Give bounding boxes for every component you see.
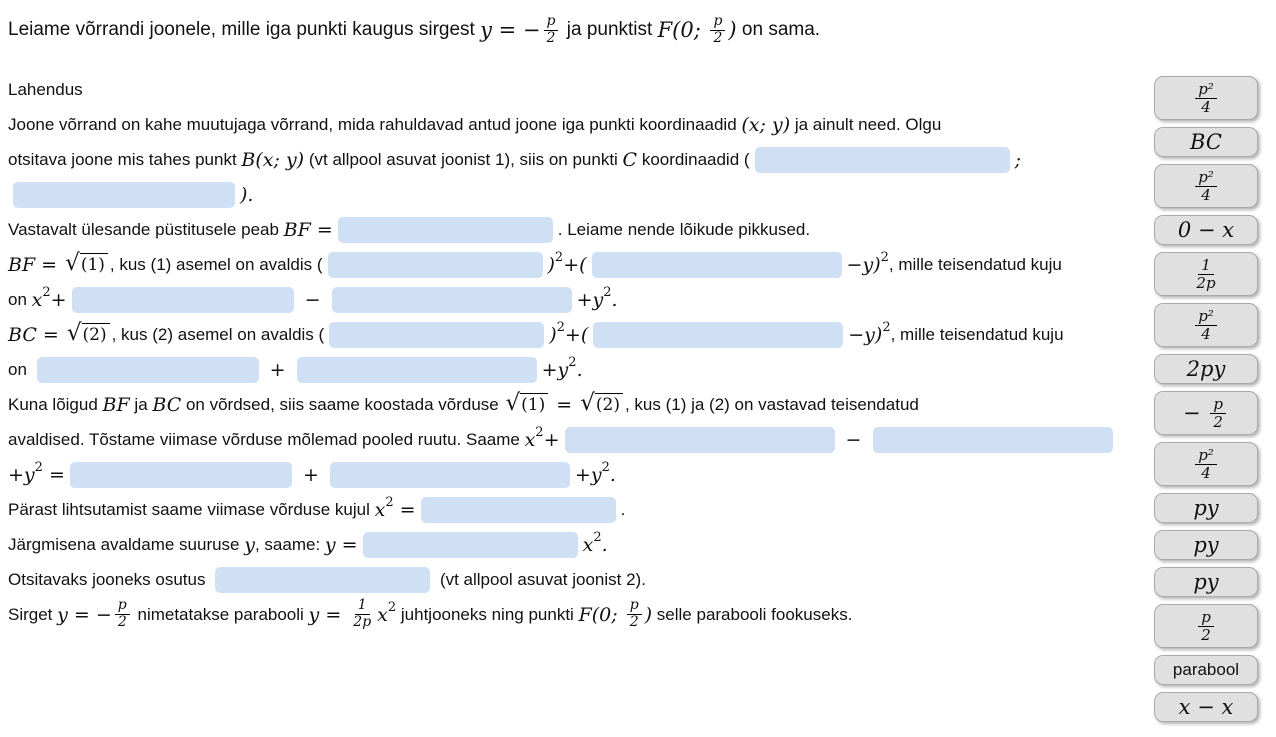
answer-blank[interactable]	[565, 427, 835, 453]
math-text: 2py	[1186, 357, 1226, 381]
math-text: B(x; y)	[241, 148, 305, 171]
radicand: (2)	[595, 393, 623, 415]
math-text: +	[296, 463, 325, 486]
math-text: .	[576, 358, 583, 381]
solution-heading	[8, 72, 1148, 107]
text: Leiame võrrandi joonele, mille iga punkti kaugus sirgest	[8, 19, 481, 40]
fraction-denominator: 4	[1201, 463, 1211, 482]
math-text: +y	[8, 463, 35, 486]
solution-area	[8, 72, 1148, 632]
text: Pärast lihtsutamist saame viimase võrduse kujul	[8, 499, 375, 519]
solution-line-2	[8, 142, 1148, 177]
text: .	[620, 499, 626, 519]
math-text: BF =	[8, 253, 64, 276]
math-exponent: 2	[42, 285, 51, 300]
text: , mille teisendatud kuju	[888, 254, 1062, 274]
tile-py[interactable]	[1154, 567, 1258, 597]
math-text: py	[1193, 570, 1219, 594]
solution-line-3	[8, 177, 1148, 212]
answer-tile-column	[1154, 0, 1258, 737]
fraction-denominator: 2	[1201, 625, 1211, 644]
math-exponent: 2	[387, 600, 397, 615]
answer-blank[interactable]	[329, 322, 544, 348]
fraction	[544, 14, 559, 46]
text: , mille teisendatud kuju	[890, 324, 1064, 344]
math-exponent: 2	[880, 250, 889, 265]
radicand: (1)	[520, 393, 548, 415]
text: juhtjooneks ning punkti	[396, 604, 579, 624]
solution-line-14	[8, 562, 1148, 597]
answer-blank[interactable]	[215, 567, 430, 593]
math-text: (x; y)	[741, 113, 791, 136]
math-exponent: 2	[882, 320, 891, 335]
math-text: x	[524, 428, 536, 451]
math-text: +(	[564, 323, 589, 346]
math-exponent: 2	[593, 530, 602, 545]
answer-blank[interactable]	[421, 497, 616, 523]
math-text: BC =	[8, 323, 65, 346]
answer-blank[interactable]	[330, 462, 570, 488]
text: selle parabooli fookuseks.	[652, 604, 853, 624]
math-text: y =	[308, 603, 348, 626]
fraction-denominator: 4	[1201, 324, 1211, 343]
fraction-denominator: 2	[629, 614, 639, 630]
tile-x-minus-x[interactable]	[1154, 692, 1258, 722]
text: . Leiame nende lõikude pikkused.	[557, 219, 811, 239]
math-exponent: 2	[556, 320, 565, 335]
math-text: F(0;	[657, 18, 708, 42]
math-text: −y)	[848, 323, 883, 346]
text: parabool	[1172, 660, 1240, 679]
solution-line-15	[8, 597, 1148, 632]
answer-blank[interactable]	[332, 287, 572, 313]
radicand: (2)	[82, 323, 110, 345]
text: ja punktist	[561, 19, 658, 40]
fraction	[627, 598, 642, 630]
math-text: −	[839, 428, 868, 451]
solution-line-7	[8, 317, 1148, 352]
text: Sirget	[8, 604, 58, 624]
tile-2py[interactable]	[1154, 354, 1258, 384]
math-text: ;	[1014, 148, 1021, 171]
tile-py[interactable]	[1154, 530, 1258, 560]
math-text: F(0;	[578, 603, 624, 626]
text: Kuna lõigud	[8, 394, 103, 414]
answer-blank[interactable]	[72, 287, 294, 313]
tile-p-over-2[interactable]	[1154, 604, 1258, 648]
fraction-denominator: 2p	[1196, 273, 1216, 292]
fraction	[710, 14, 725, 46]
math-text: +	[543, 428, 560, 451]
radical-icon: √	[65, 250, 80, 276]
answer-blank[interactable]	[593, 322, 843, 348]
text: on	[8, 289, 32, 309]
math-text: )	[728, 18, 737, 42]
fraction-numerator: p	[544, 14, 559, 31]
math-text: +	[50, 288, 67, 311]
solution-line-8	[8, 352, 1148, 387]
math-text: .	[609, 463, 616, 486]
text: (vt allpool asuvat joonist 2).	[435, 569, 646, 589]
fraction	[1210, 396, 1226, 431]
math-text: +y	[541, 358, 569, 381]
tile-BC[interactable]	[1154, 127, 1258, 157]
math-text: −	[298, 288, 327, 311]
answer-blank[interactable]	[328, 252, 543, 278]
solution-line-13	[8, 527, 1148, 562]
math-text: +(	[563, 253, 587, 276]
math-exponent: 2	[601, 460, 610, 475]
fraction-denominator: 2	[713, 29, 723, 46]
text: on sama.	[736, 19, 821, 40]
math-text: +y	[574, 463, 602, 486]
text: (vt allpool asuvat joonist 1), siis on punkti	[304, 149, 623, 169]
text: otsitava joone mis tahes punkt	[8, 149, 242, 169]
math-text: x	[377, 603, 388, 626]
math-text: −	[1183, 401, 1208, 425]
solution-line-5	[8, 247, 1148, 282]
fraction-numerator: 1	[355, 598, 370, 615]
text: Järgmisena avaldame suuruse	[8, 534, 245, 554]
math-text: −y)	[846, 253, 881, 276]
solution-line-1	[8, 107, 1148, 142]
math-text: =	[550, 393, 579, 416]
text: Lahendus	[8, 79, 83, 99]
math-text: x	[31, 288, 43, 311]
fraction-numerator: p²	[1195, 308, 1217, 326]
tile-1-over-2p[interactable]	[1154, 252, 1258, 296]
tile-p2-over-4[interactable]	[1154, 164, 1258, 208]
fraction-denominator: 2	[1213, 412, 1223, 431]
text: nimetatakse parabooli	[132, 604, 309, 624]
answer-blank[interactable]	[70, 462, 292, 488]
fraction	[1195, 81, 1217, 116]
math-text: )	[549, 323, 557, 346]
math-text: py	[1193, 533, 1219, 557]
fraction-numerator: p²	[1195, 169, 1217, 187]
text: , saame:	[254, 534, 325, 554]
math-exponent: 2	[554, 250, 564, 265]
solution-line-9	[8, 387, 1148, 422]
math-text: y = −	[480, 18, 541, 42]
math-text: BF =	[283, 218, 333, 241]
text: avaldised. Tõstame viimase võrduse mõlemad pooled ruutu. Saame	[8, 429, 525, 449]
tile-minus-p-over-2[interactable]	[1154, 391, 1258, 435]
text: Vastavalt ülesande püstitusele peab	[8, 219, 284, 239]
fraction	[1195, 308, 1217, 343]
text: , kus (1) asemel on avaldis (	[109, 254, 323, 274]
fraction	[350, 598, 374, 630]
fraction-numerator: p	[710, 14, 725, 31]
math-exponent: 2	[568, 355, 577, 370]
answer-blank[interactable]	[592, 252, 842, 278]
fraction-numerator: p²	[1195, 81, 1217, 99]
fraction-numerator: 1	[1198, 257, 1214, 275]
text: koordinaadid (	[637, 149, 750, 169]
math-text: py	[1193, 496, 1219, 520]
answer-blank[interactable]	[873, 427, 1113, 453]
fraction-numerator: p	[115, 598, 130, 615]
solution-line-11	[8, 457, 1148, 492]
text: Otsitavaks jooneks osutus	[8, 569, 211, 589]
answer-blank[interactable]	[37, 357, 259, 383]
fraction-denominator: 2	[546, 29, 556, 46]
radical-icon: √	[66, 320, 82, 346]
tile-0-minus-x[interactable]	[1154, 215, 1258, 245]
math-text: BC	[1190, 130, 1222, 154]
problem-statement	[8, 10, 1148, 50]
math-text: 0 − x	[1177, 218, 1235, 242]
radical-icon: √	[505, 390, 521, 416]
text: , kus (2) asemel on avaldis (	[111, 324, 325, 344]
solution-line-10	[8, 422, 1148, 457]
tile-py[interactable]	[1154, 493, 1258, 523]
math-text: y =	[324, 533, 358, 556]
math-text: x	[582, 533, 594, 556]
fraction	[1198, 609, 1214, 644]
fraction-denominator: 2	[117, 614, 127, 630]
answer-blank[interactable]	[297, 357, 537, 383]
math-text: )	[547, 253, 555, 276]
math-text: BC	[152, 393, 182, 416]
fraction-denominator: 4	[1201, 185, 1211, 204]
math-text: y	[244, 533, 255, 556]
solution-line-4	[8, 212, 1148, 247]
fraction-numerator: p	[1198, 609, 1214, 627]
square-root	[580, 390, 623, 416]
fraction	[1195, 447, 1217, 482]
math-exponent: 2	[535, 425, 544, 440]
math-text: y = −	[57, 603, 112, 626]
square-root	[65, 250, 108, 276]
fraction-denominator: 4	[1201, 97, 1211, 116]
tile-p2-over-4[interactable]	[1154, 442, 1258, 486]
math-text: x − x	[1178, 695, 1234, 719]
answer-blank[interactable]	[13, 182, 235, 208]
tile-parabool[interactable]	[1154, 655, 1258, 685]
answer-blank[interactable]	[363, 532, 578, 558]
text: Joone võrrand on kahe muutujaga võrrand, mida rahuldavad antud joone iga punkti koordinaadid	[8, 114, 742, 134]
math-text: =	[42, 463, 65, 486]
answer-blank[interactable]	[338, 217, 553, 243]
tile-p2-over-4[interactable]	[1154, 303, 1258, 347]
math-text: BF	[102, 393, 130, 416]
text: , kus (1) ja (2) on vastavad teisendatud	[624, 394, 919, 414]
math-exponent: 2	[603, 285, 612, 300]
text: on	[8, 359, 32, 379]
square-root	[66, 320, 110, 346]
fraction	[1193, 257, 1218, 292]
fraction	[115, 598, 130, 630]
solution-line-12	[8, 492, 1148, 527]
math-text: x	[374, 498, 386, 521]
math-text: C	[622, 148, 638, 171]
fraction-numerator: p²	[1195, 447, 1217, 465]
math-text: =	[393, 498, 416, 521]
fraction-numerator: p	[627, 598, 642, 615]
square-root	[505, 390, 548, 416]
math-text: )	[644, 603, 653, 626]
tile-p2-over-4[interactable]	[1154, 76, 1258, 120]
math-text: .	[601, 533, 608, 556]
text: on võrdsed, siis saame koostada võrduse	[181, 394, 504, 414]
math-text: ).	[240, 183, 254, 206]
math-exponent: 2	[385, 495, 394, 510]
math-text: .	[611, 288, 618, 311]
solution-line-6	[8, 282, 1148, 317]
math-text: +y	[576, 288, 604, 311]
math-text: +	[263, 358, 292, 381]
fraction-denominator: 2p	[353, 614, 372, 630]
radicand: (1)	[80, 253, 108, 275]
math-exponent: 2	[34, 460, 43, 475]
fraction-numerator: p	[1210, 396, 1226, 414]
answer-blank[interactable]	[755, 147, 1010, 173]
radical-icon: √	[580, 390, 595, 416]
text: ja ainult need. Olgu	[790, 114, 942, 134]
text: ja	[129, 394, 153, 414]
fraction	[1195, 169, 1217, 204]
